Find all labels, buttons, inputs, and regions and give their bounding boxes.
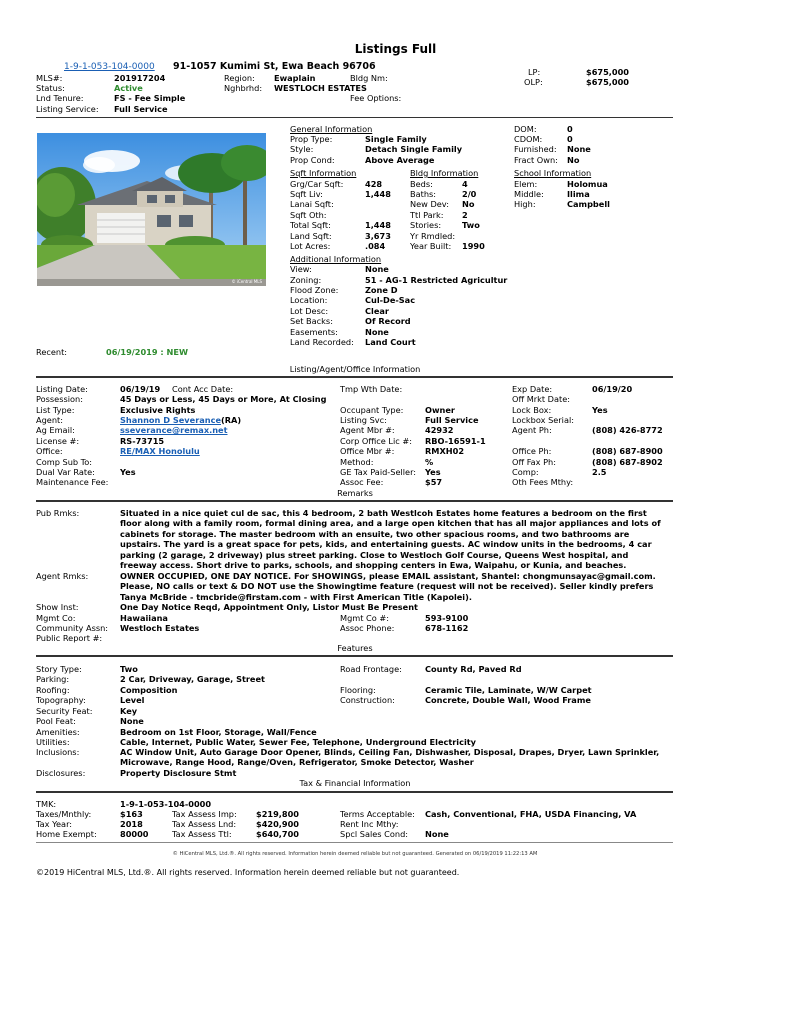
utilities-value: Cable, Internet, Public Water, Sewer Fee, Telephone, Underground Electricity bbox=[120, 737, 477, 747]
community-assn-value: Westloch Estates bbox=[120, 623, 200, 633]
dom-value: 0 bbox=[567, 124, 573, 134]
region-value: Ewaplain bbox=[274, 73, 316, 83]
office-mbr-label: Office Mbr #: bbox=[340, 446, 395, 456]
occupant-label: Occupant Type: bbox=[340, 405, 404, 415]
land-sqft-label: Land Sqft: bbox=[290, 231, 332, 241]
spcl-sales-value: None bbox=[425, 829, 449, 839]
agent-rmks-label: Agent Rmks: bbox=[36, 571, 89, 581]
page-title: Listings Full bbox=[354, 42, 437, 56]
fract-own-label: Fract Own: bbox=[514, 155, 558, 165]
mls-label: MLS#: bbox=[36, 73, 63, 83]
divider bbox=[36, 791, 673, 793]
office-link[interactable]: RE/MAX Honolulu bbox=[120, 446, 200, 456]
mls-value: 201917204 bbox=[114, 73, 166, 83]
ag-email-label: Ag Email: bbox=[36, 425, 75, 435]
school-heading: School Information bbox=[514, 168, 592, 178]
section-features-heading: Features bbox=[337, 643, 373, 653]
occupant-value: Owner bbox=[425, 405, 455, 415]
sqft-liv-value: 1,448 bbox=[365, 189, 391, 199]
exp-date-value: 06/19/20 bbox=[592, 384, 633, 394]
agent-name-row bbox=[120, 415, 241, 425]
prop-cond-label: Prop Cond: bbox=[290, 155, 335, 165]
lot-acres-value: .084 bbox=[365, 241, 386, 251]
fract-own-value: No bbox=[567, 155, 580, 165]
story-type-value: Two bbox=[120, 664, 138, 674]
zoning-label: Zoning: bbox=[290, 275, 322, 285]
terms-value: Cash, Conventional, FHA, USDA Financing, VA bbox=[425, 809, 637, 819]
agent-ph-value: (808) 426-8772 bbox=[592, 425, 663, 435]
general-heading: General Information bbox=[290, 124, 373, 134]
sqft-oth-label: Sqft Oth: bbox=[290, 210, 327, 220]
assoc-fee-value: $57 bbox=[425, 477, 443, 487]
ttl-park-value: 2 bbox=[462, 210, 468, 220]
office-mbr-value: RMXH02 bbox=[425, 446, 465, 456]
inclusions-value: AC Window Unit, Auto Garage Door Opener, Blinds, Ceiling Fan, Dishwasher, Disposal, Drapes, Dryer, Lawn Sprinkler, Microwave, Range Hood, Range/Oven, Refrigerator, Smoke Detector, Washer bbox=[120, 747, 660, 768]
cont-acc-label: Cont Acc Date: bbox=[172, 384, 234, 394]
dual-var-value: Yes bbox=[120, 467, 136, 477]
disclosures-value: Property Disclosure Stmt bbox=[120, 768, 237, 778]
ttl-park-label: Ttl Park: bbox=[410, 210, 444, 220]
amenities-label: Amenities: bbox=[36, 727, 80, 737]
divider bbox=[36, 842, 673, 843]
zoning-value: 51 - AG-1 Restricted Agricultur bbox=[365, 275, 508, 285]
high-label: High: bbox=[514, 199, 536, 209]
list-type-label: List Type: bbox=[36, 405, 75, 415]
ge-tax-value: Yes bbox=[425, 467, 441, 477]
oth-fees-label: Oth Fees Mthy: bbox=[512, 477, 574, 487]
lockbox-serial-label: Lockbox Serial: bbox=[512, 415, 574, 425]
elem-value: Holomua bbox=[567, 179, 608, 189]
set-backs-label: Set Backs: bbox=[290, 316, 333, 326]
method-value: % bbox=[425, 457, 434, 467]
bldg-heading: Bldg Information bbox=[410, 168, 479, 178]
new-dev-value: No bbox=[462, 199, 475, 209]
public-report-label: Public Report #: bbox=[36, 633, 103, 643]
divider bbox=[36, 376, 673, 378]
listing-address: 91-1057 Kumimi St, Ewa Beach 96706 bbox=[173, 61, 376, 72]
style-label: Style: bbox=[290, 144, 314, 154]
land-recorded-value: Land Court bbox=[365, 337, 416, 347]
elem-label: Elem: bbox=[514, 179, 538, 189]
office-ph-label: Office Ph: bbox=[512, 446, 552, 456]
exp-date-label: Exp Date: bbox=[512, 384, 553, 394]
middle-label: Middle: bbox=[514, 189, 544, 199]
section-remarks-heading: Remarks bbox=[337, 488, 373, 498]
cdom-value: 0 bbox=[567, 134, 573, 144]
olp-value: $675,000 bbox=[586, 77, 629, 87]
parking-value: 2 Car, Driveway, Garage, Street bbox=[120, 674, 265, 684]
mgmt-co-label: Mgmt Co: bbox=[36, 613, 76, 623]
property-photo[interactable] bbox=[37, 133, 266, 286]
mgmt-co-value: Hawaiiana bbox=[120, 613, 168, 623]
home-exempt-value: 80000 bbox=[120, 829, 149, 839]
assoc-phone-value: 678-1162 bbox=[425, 623, 469, 633]
lock-box-value: Yes bbox=[592, 405, 608, 415]
beds-label: Beds: bbox=[410, 179, 433, 189]
total-sqft-label: Total Sqft: bbox=[290, 220, 331, 230]
disclosures-label: Disclosures: bbox=[36, 768, 86, 778]
furnished-label: Furnished: bbox=[514, 144, 557, 154]
corp-lic-value: RBO-16591-1 bbox=[425, 436, 486, 446]
inclusions-label: Inclusions: bbox=[36, 747, 80, 757]
tax-assess-imp-value: $219,800 bbox=[256, 809, 299, 819]
tenure-value: FS - Fee Simple bbox=[114, 93, 186, 103]
mgmt-co-num-value: 593-9100 bbox=[425, 613, 469, 623]
agent-name-link[interactable]: Shannon D Severance bbox=[120, 415, 221, 425]
stories-value: Two bbox=[462, 220, 480, 230]
divider bbox=[36, 117, 673, 118]
olp-label: OLP: bbox=[524, 77, 543, 87]
footer-generated: © HiCentral MLS, Ltd.®. All rights reserved. Information herein deemed reliable but not guaranteed. Generated on 06/19/2019 11:22:13 AM bbox=[172, 851, 538, 857]
nghbrhd-value: WESTLOCH ESTATES bbox=[274, 83, 367, 93]
comp-value: 2.5 bbox=[592, 467, 607, 477]
possession-label: Possession: bbox=[36, 394, 83, 404]
roofing-value: Composition bbox=[120, 685, 178, 695]
view-value: None bbox=[365, 264, 389, 274]
pool-feat-value: None bbox=[120, 716, 144, 726]
community-assn-label: Community Assn: bbox=[36, 623, 109, 633]
lanai-sqft-label: Lanai Sqft: bbox=[290, 199, 334, 209]
year-built-value: 1990 bbox=[462, 241, 485, 251]
construction-value: Concrete, Double Wall, Wood Frame bbox=[425, 695, 591, 705]
set-backs-value: Of Record bbox=[365, 316, 411, 326]
land-recorded-label: Land Recorded: bbox=[290, 337, 354, 347]
listing-svc-value: Full Service bbox=[425, 415, 479, 425]
pub-rmks-text: Situated in a nice quiet cul de sac, this 4 bedroom, 2 bath Westlcoh Estates home features a bedroom on the first floor along with a family room, formal dining area, and a large open kitchen that has all major appliances and lots of cabinets for storage. The master bedroom with an ensuite, two other spacious rooms, and two bathrooms are upstairs. The yard is a great space for pets, kids, and entertaining guests. AC window units in the bedrooms, 4 car parking (2 garage, 2 driveway) plus street parking. Close to Westloch Golf Course, Queens West hospital, and freeway access. Short drive to parks, schools, and shopping centers in Ewa, Waipahu, or Kunia, and beaches. bbox=[120, 508, 661, 571]
show-inst-value: One Day Notice Reqd, Appointment Only, Listor Must Be Present bbox=[120, 602, 418, 612]
assoc-fee-label: Assoc Fee: bbox=[340, 477, 384, 487]
agent-rmks-text: OWNER OCCUPIED, ONE DAY NOTICE. For SHOWINGS, please EMAIL assistant, Shantel: chongmunsayac@gmail.com. Please, NO calls or text & DO NOT use the Showingtime feature (request will not be received). Seller kindly prefers Tanya McBride - tmcbride@firstam.com - with First American Title (Kapolei). bbox=[120, 571, 656, 602]
tmp-wth-label: Tmp Wth Date: bbox=[340, 384, 403, 394]
lot-acres-label: Lot Acres: bbox=[290, 241, 331, 251]
region-label: Region: bbox=[224, 73, 255, 83]
status-value: Active bbox=[114, 83, 143, 93]
yr-rmdled-label: Yr Rmdled: bbox=[410, 231, 456, 241]
divider bbox=[36, 500, 673, 502]
tmk-label: TMK: bbox=[36, 799, 57, 809]
license-label: License #: bbox=[36, 436, 80, 446]
lock-box-label: Lock Box: bbox=[512, 405, 552, 415]
spcl-sales-label: Spcl Sales Cond: bbox=[340, 829, 409, 839]
tax-assess-ttl-label: Tax Assess Ttl: bbox=[172, 829, 232, 839]
tax-assess-imp-label: Tax Assess Imp: bbox=[172, 809, 237, 819]
lot-desc-value: Clear bbox=[365, 306, 389, 316]
flood-zone-label: Flood Zone: bbox=[290, 285, 339, 295]
lp-label: LP: bbox=[528, 67, 541, 77]
license-value: RS-73715 bbox=[120, 436, 165, 446]
listing-date-label: Listing Date: bbox=[36, 384, 88, 394]
recent-value: 06/19/2019 : NEW bbox=[106, 347, 189, 357]
high-value: Campbell bbox=[567, 199, 610, 209]
beds-value: 4 bbox=[462, 179, 468, 189]
tmk-value: 1-9-1-053-104-0000 bbox=[120, 799, 212, 809]
flooring-label: Flooring: bbox=[340, 685, 376, 695]
security-feat-label: Security Feat: bbox=[36, 706, 93, 716]
new-dev-label: New Dev: bbox=[410, 199, 449, 209]
comp-sub-label: Comp Sub To: bbox=[36, 457, 93, 467]
section-agent-heading: Listing/Agent/Office Information bbox=[289, 364, 421, 374]
tenure-label: Lnd Tenure: bbox=[36, 93, 84, 103]
grg-sqft-label: Grg/Car Sqft: bbox=[290, 179, 344, 189]
road-frontage-value: County Rd, Paved Rd bbox=[425, 664, 522, 674]
flooring-value: Ceramic Tile, Laminate, W/W Carpet bbox=[425, 685, 592, 695]
lot-desc-label: Lot Desc: bbox=[290, 306, 329, 316]
location-value: Cul-De-Sac bbox=[365, 295, 416, 305]
road-frontage-label: Road Frontage: bbox=[340, 664, 402, 674]
prop-cond-value: Above Average bbox=[365, 155, 435, 165]
parking-label: Parking: bbox=[36, 674, 70, 684]
listing-svc-label: Listing Svc: bbox=[340, 415, 387, 425]
terms-label: Terms Acceptable: bbox=[340, 809, 415, 819]
location-label: Location: bbox=[290, 295, 328, 305]
prop-type-label: Prop Type: bbox=[290, 134, 333, 144]
rent-inc-label: Rent Inc Mthy: bbox=[340, 819, 399, 829]
recent-label: Recent: bbox=[36, 347, 68, 357]
tmk-link[interactable]: 1-9-1-053-104-0000 bbox=[64, 62, 155, 72]
house-photo-illustration bbox=[37, 133, 266, 286]
sqft-liv-label: Sqft Liv: bbox=[290, 189, 323, 199]
agent-mbr-label: Agent Mbr #: bbox=[340, 425, 395, 435]
method-label: Method: bbox=[340, 457, 374, 467]
agent-mbr-value: 42932 bbox=[425, 425, 454, 435]
maintenance-fee-label: Maintenance Fee: bbox=[36, 477, 109, 487]
photo-watermark: © iCentral MLS bbox=[231, 279, 262, 284]
fee-options-label: Fee Options: bbox=[350, 93, 402, 103]
furnished-value: None bbox=[567, 144, 591, 154]
bldg-nm-label: Bldg Nm: bbox=[350, 73, 388, 83]
service-label: Listing Service: bbox=[36, 104, 99, 114]
office-ph-value: (808) 687-8900 bbox=[592, 446, 663, 456]
easements-value: None bbox=[365, 327, 389, 337]
possession-value: 45 Days or Less, 45 Days or More, At Closing bbox=[120, 394, 327, 404]
amenities-value: Bedroom on 1st Floor, Storage, Wall/Fence bbox=[120, 727, 317, 737]
topography-value: Level bbox=[120, 695, 145, 705]
prop-type-value: Single Family bbox=[365, 134, 427, 144]
year-built-label: Year Built: bbox=[410, 241, 452, 251]
tax-year-label: Tax Year: bbox=[36, 819, 73, 829]
utilities-label: Utilities: bbox=[36, 737, 70, 747]
grg-sqft-value: 428 bbox=[365, 179, 383, 189]
view-label: View: bbox=[290, 264, 312, 274]
flood-zone-value: Zone D bbox=[365, 285, 398, 295]
easements-label: Easements: bbox=[290, 327, 338, 337]
divider bbox=[36, 655, 673, 657]
tax-assess-lnd-value: $420,900 bbox=[256, 819, 299, 829]
additional-heading: Additional Information bbox=[290, 254, 382, 264]
topography-label: Topography: bbox=[36, 695, 86, 705]
dom-label: DOM: bbox=[514, 124, 537, 134]
assoc-phone-label: Assoc Phone: bbox=[340, 623, 395, 633]
sqft-heading: Sqft Information bbox=[290, 168, 357, 178]
off-mrkt-label: Off Mrkt Date: bbox=[512, 394, 571, 404]
lp-value: $675,000 bbox=[586, 67, 629, 77]
story-type-label: Story Type: bbox=[36, 664, 82, 674]
baths-label: Baths: bbox=[410, 189, 437, 199]
show-inst-label: Show Inst: bbox=[36, 602, 79, 612]
cdom-label: CDOM: bbox=[514, 134, 543, 144]
tax-year-value: 2018 bbox=[120, 819, 143, 829]
comp-label: Comp: bbox=[512, 467, 539, 477]
office-label: Office: bbox=[36, 446, 63, 456]
list-type-value: Exclusive Rights bbox=[120, 405, 196, 415]
service-value: Full Service bbox=[114, 104, 168, 114]
dual-var-label: Dual Var Rate: bbox=[36, 467, 95, 477]
stories-label: Stories: bbox=[410, 220, 442, 230]
pub-rmks-label: Pub Rmks: bbox=[36, 508, 80, 518]
taxes-label: Taxes/Mnthly: bbox=[36, 809, 92, 819]
tax-assess-lnd-label: Tax Assess Lnd: bbox=[172, 819, 237, 829]
status-label: Status: bbox=[36, 83, 65, 93]
off-fax-label: Off Fax Ph: bbox=[512, 457, 556, 467]
home-exempt-label: Home Exempt: bbox=[36, 829, 97, 839]
roofing-label: Roofing: bbox=[36, 685, 70, 695]
taxes-value: $163 bbox=[120, 809, 143, 819]
security-feat-value: Key bbox=[120, 706, 138, 716]
construction-label: Construction: bbox=[340, 695, 395, 705]
nghbrhd-label: Nghbrhd: bbox=[224, 83, 263, 93]
land-sqft-value: 3,673 bbox=[365, 231, 391, 241]
off-fax-value: (808) 687-8902 bbox=[592, 457, 663, 467]
ag-email-link[interactable]: sseverance@remax.net bbox=[120, 425, 228, 435]
agent-label: Agent: bbox=[36, 415, 63, 425]
agent-ph-label: Agent Ph: bbox=[512, 425, 552, 435]
section-tax-heading: Tax & Financial Information bbox=[299, 778, 411, 788]
baths-value: 2/0 bbox=[462, 189, 477, 199]
ge-tax-label: GE Tax Paid-Seller: bbox=[340, 467, 417, 477]
footer-copyright: ©2019 HiCentral MLS, Ltd.®. All rights reserved. Information herein deemed reliable but not guaranteed. bbox=[36, 868, 460, 877]
agent-suffix: (RA) bbox=[221, 415, 242, 425]
style-value: Detach Single Family bbox=[365, 144, 463, 154]
pool-feat-label: Pool Feat: bbox=[36, 716, 76, 726]
listing-date-value: 06/19/19 bbox=[120, 384, 161, 394]
mgmt-co-num-label: Mgmt Co #: bbox=[340, 613, 389, 623]
total-sqft-value: 1,448 bbox=[365, 220, 391, 230]
tax-assess-ttl-value: $640,700 bbox=[256, 829, 299, 839]
middle-value: Ilima bbox=[567, 189, 590, 199]
corp-lic-label: Corp Office Lic #: bbox=[340, 436, 412, 446]
